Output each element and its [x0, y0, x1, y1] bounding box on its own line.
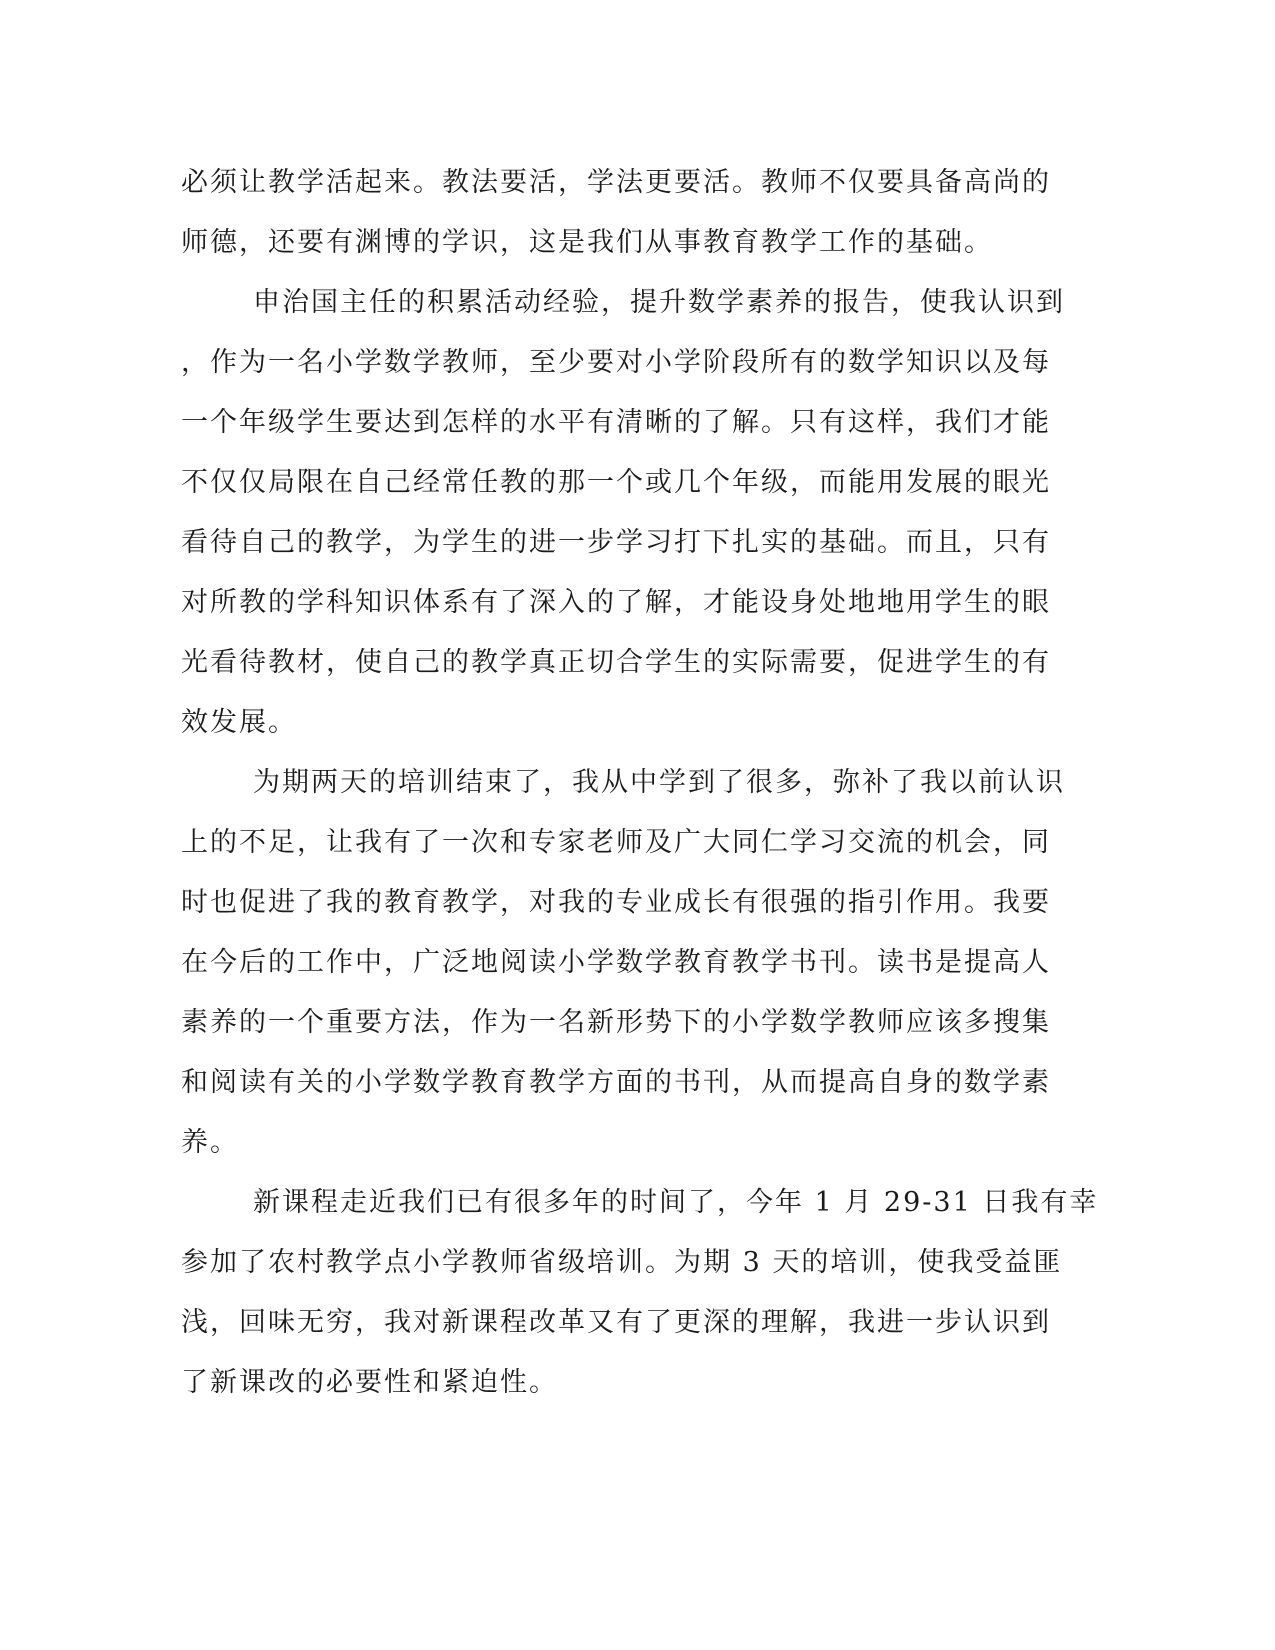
text-line: 素养的一个重要方法，作为一名新形势下的小学数学教师应该多搜集 — [181, 1007, 1051, 1038]
text-line: 效发展。 — [181, 707, 297, 738]
text-line: 时也促进了我的教育教学，对我的专业成长有很强的指引作用。我要 — [181, 887, 1051, 918]
text-line: 参加了农村教学点小学教师省级培训。为期 3 天的培训，使我受益匪 — [181, 1247, 1063, 1278]
text-line: ，作为一名小学数学教师，至少要对小学阶段所有的数学知识以及每 — [181, 347, 1051, 378]
text-line: 一个年级学生要达到怎样的水平有清晰的了解。只有这样，我们才能 — [181, 407, 1051, 438]
paragraph-start-line: 新课程走近我们已有很多年的时间了，今年 1 月 29-31 日我有幸 — [253, 1187, 1099, 1218]
text-line: 看待自己的教学，为学生的进一步学习打下扎实的基础。而且，只有 — [181, 527, 1051, 558]
text-line: 对所教的学科知识体系有了深入的了解，才能设身处地地用学生的眼 — [181, 587, 1051, 618]
text-line: 师德，还要有渊博的学识，这是我们从事教育教学工作的基础。 — [181, 227, 993, 258]
text-line: 了新课改的必要性和紧迫性。 — [181, 1367, 558, 1398]
text-line: 上的不足，让我有了一次和专家老师及广大同仁学习交流的机会，同 — [181, 827, 1051, 858]
text-line: 必须让教学活起来。教法要活，学法更要活。教师不仅要具备高尚的 — [181, 167, 1051, 198]
paragraph-start-line: 为期两天的培训结束了，我从中学到了很多，弥补了我以前认识 — [253, 767, 1065, 798]
paragraph-start-line: 申治国主任的积累活动经验，提升数学素养的报告，使我认识到 — [253, 287, 1065, 318]
document-body — [181, 153, 1099, 1413]
text-line: 在今后的工作中，广泛地阅读小学数学教育教学书刊。读书是提高人 — [181, 947, 1051, 978]
text-line: 光看待教材，使自己的教学真正切合学生的实际需要，促进学生的有 — [181, 647, 1051, 678]
text-line: 不仅仅局限在自己经常任教的那一个或几个年级，而能用发展的眼光 — [181, 467, 1051, 498]
text-line: 养。 — [181, 1127, 239, 1158]
text-line: 浅，回味无穷，我对新课程改革又有了更深的理解，我进一步认识到 — [181, 1307, 1051, 1338]
text-line: 和阅读有关的小学数学教育教学方面的书刊，从而提高自身的数学素 — [181, 1067, 1051, 1098]
